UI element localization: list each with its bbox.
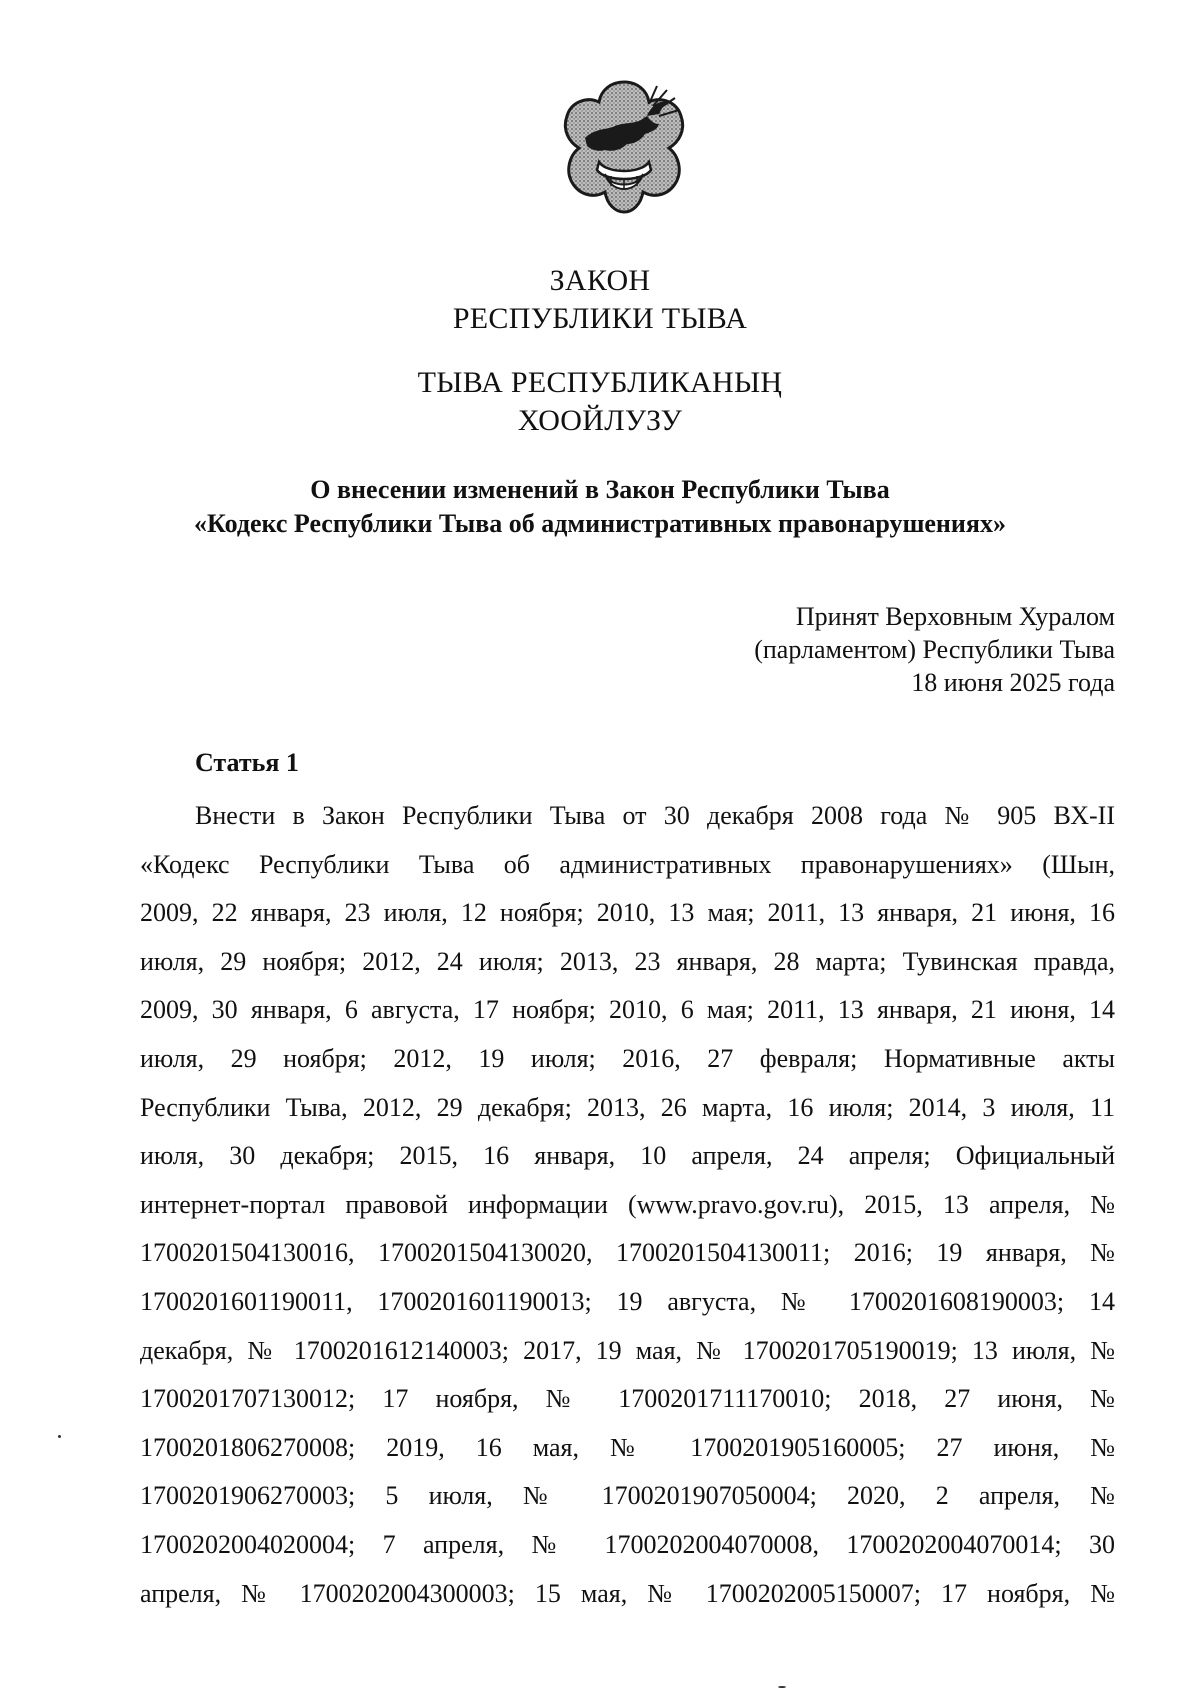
article-line: «Кодекс Республики Тыва об административных правонарушениях» (Шын, [140,849,1115,879]
adoption-line-2: (парламентом) Республики Тыва [754,635,1115,664]
law-subject-line-2: «Кодекс Республики Тыва об административных правонарушениях» [194,509,1006,538]
article-line: апреля, № 1700202004300003; 15 мая, № 1700202005150007; 17 ноября, № [140,1578,1115,1608]
article-line: Внести в Закон Республики Тыва от 30 декабря 2008 года № 905 ВХ-II [195,801,1115,830]
adoption-line-1: Принят Верховным Хуралом [795,602,1115,631]
article-line: 1700201504130016, 1700201504130020, 1700201504130011; 2016; 19 января, № [140,1238,1115,1268]
article-line: интернет-портал правовой информации (www.pravo.gov.ru), 2015, 13 апреля, № [140,1189,1115,1219]
coat-of-arms-emblem [555,76,693,216]
law-title-line-2: РЕСПУБЛИКИ ТЫВА [452,302,748,335]
law-title-tuvan-line-2: ХООЙЛУЗУ [517,404,683,437]
tuva-coat-of-arms-icon [555,76,693,216]
article-line: 1700201806270008; 2019, 16 мая, № 1700201905160005; 27 июня, № [140,1432,1115,1462]
scan-speck [778,1686,786,1688]
scan-speck [58,1435,61,1438]
law-subject-line-1: О внесении изменений в Закон Республики Тыва [310,475,890,504]
article-line: июля, 30 декабря; 2015, 16 января, 10 апреля, 24 апреля; Официальный [140,1141,1115,1171]
law-subject [0,473,1200,541]
article-body [140,792,1115,1618]
law-title-line-1: ЗАКОН [549,264,651,297]
adoption-date: 18 июня 2025 года [911,668,1115,697]
law-title-tuvan-line-1: ТЫВА РЕСПУБЛИКАНЫҢ [417,366,783,399]
article-line: 2009, 22 января, 23 июля, 12 ноября; 2010, 13 мая; 2011, 13 января, 21 июня, 16 [140,898,1115,928]
article-line: июля, 29 ноября; 2012, 19 июля; 2016, 27 февраля; Нормативные акты [140,1043,1115,1073]
article-line: 1700201601190011, 1700201601190013; 19 августа, № 1700201608190003; 14 [140,1286,1115,1316]
law-title-tuvan [0,364,1200,440]
article-line: июля, 29 ноября; 2012, 24 июля; 2013, 23 января, 28 марта; Тувинская правда, [140,946,1115,976]
article-line: 2009, 30 января, 6 августа, 17 ноября; 2010, 6 мая; 2011, 13 января, 21 июня, 14 [140,995,1115,1025]
article-line: 1700202004020004; 7 апреля, № 1700202004070008, 1700202004070014; 30 [140,1529,1115,1559]
article-line: декабря, № 1700201612140003; 2017, 19 мая, № 1700201705190019; 13 июля, № [140,1335,1115,1365]
article-line: 1700201707130012; 17 ноября, № 1700201711170010; 2018, 27 июня, № [140,1384,1115,1414]
law-title [0,262,1200,338]
article-line: 1700201906270003; 5 июля, № 1700201907050004; 2020, 2 апреля, № [140,1481,1115,1511]
article-heading: Статья 1 [195,748,299,777]
adoption-note [754,600,1115,699]
article-line: Республики Тыва, 2012, 29 декабря; 2013, 26 марта, 16 июля; 2014, 3 июля, 11 [140,1092,1115,1122]
